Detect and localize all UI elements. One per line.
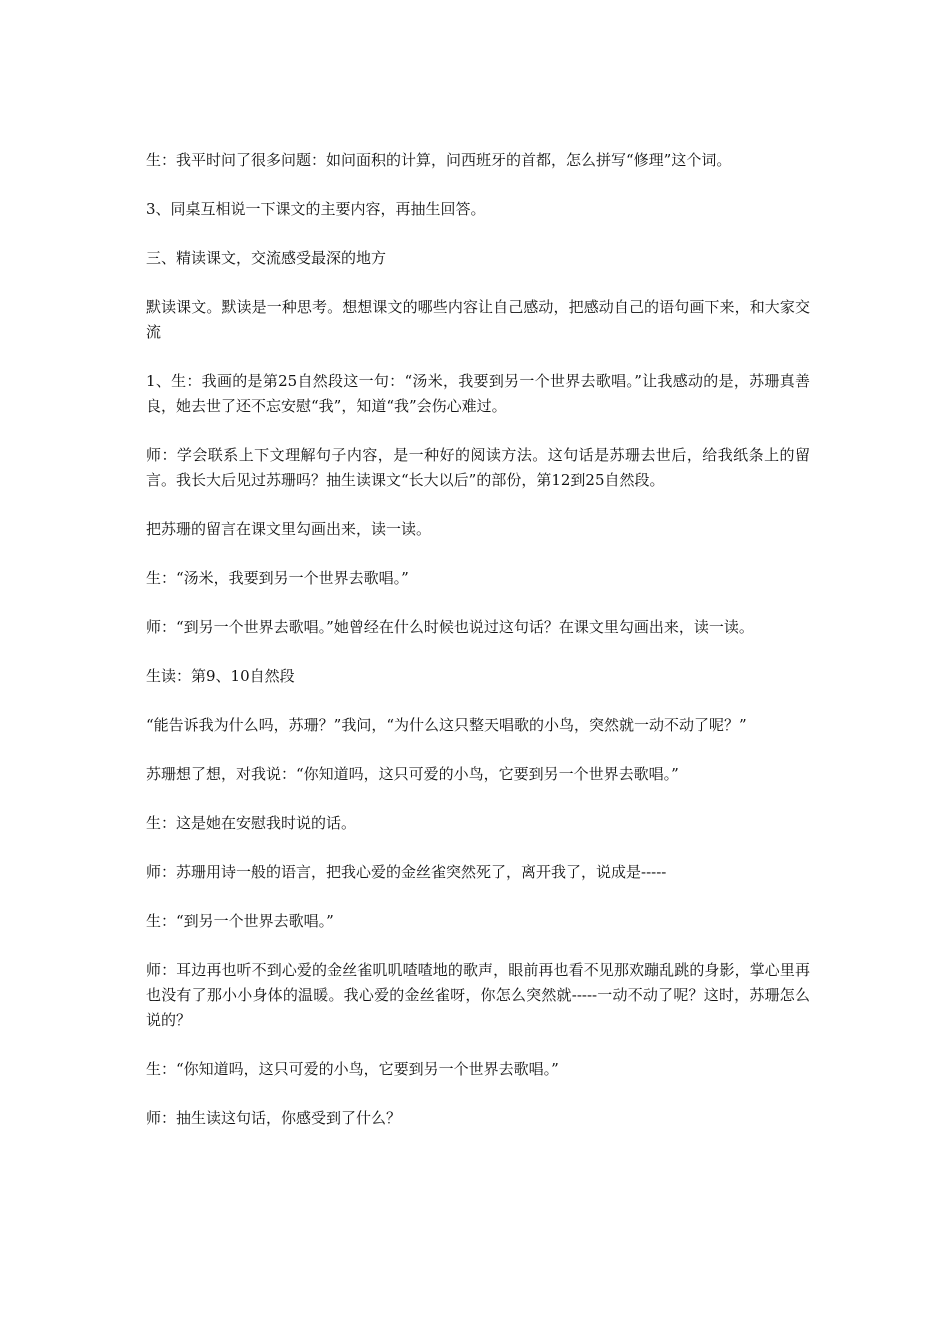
paragraph-7: 把苏珊的留言在课文里勾画出来，读一读。 <box>146 520 432 538</box>
paragraph-18: 师：抽生读这句话，你感受到了什么？ <box>146 1109 402 1127</box>
paragraph-2: 3、同桌互相说一下课文的主要内容，再抽生回答。 <box>146 200 486 218</box>
paragraph-5: 1、生：我画的是第25自然段这一句：“汤米，我要到另一个世界去歌唱。”让我感动的是，苏珊真善良，她去世了还不忘安慰“我”，知道“我”会伤心难过。 <box>146 372 810 415</box>
paragraph-16: 师：耳边再也听不到心爱的金丝雀叽叽喳喳地的歌声，眼前再也看不见那欢蹦乱跳的身影，掌心里再也没有了那小小身体的温暖。我心爱的金丝雀呀，你怎么突然就-----一动不动了呢？这时，苏珊怎么说的？ <box>146 961 810 1029</box>
paragraph-10: 生读：第9、10自然段 <box>146 667 295 685</box>
paragraph-6: 师：学会联系上下文理解句子内容，是一种好的阅读方法。这句话是苏珊去世后，给我纸条上的留言。我长大后见过苏珊吗？抽生读课文“长大以后”的部份，第12到25自然段。 <box>146 446 810 489</box>
paragraph-13: 生：这是她在安慰我时说的话。 <box>146 814 357 832</box>
paragraph-17: 生：“你知道吗，这只可爱的小鸟，它要到另一个世界去歌唱。” <box>146 1060 559 1078</box>
paragraph-8: 生：“汤米，我要到另一个世界去歌唱。” <box>146 569 409 587</box>
paragraph-15: 生：“到另一个世界去歌唱。” <box>146 912 334 930</box>
paragraph-12: 苏珊想了想，对我说：“你知道吗，这只可爱的小鸟，它要到另一个世界去歌唱。” <box>146 765 679 783</box>
paragraph-11: “能告诉我为什么吗，苏珊？”我问，“为什么这只整天唱歌的小鸟，突然就一动不动了呢？” <box>146 716 747 734</box>
document-body <box>146 148 810 1155</box>
paragraph-1: 生：我平时问了很多问题：如问面积的计算，问西班牙的首都，怎么拼写“修理”这个词。 <box>146 151 732 169</box>
paragraph-4: 默读课文。默读是一种思考。想想课文的哪些内容让自己感动，把感动自己的语句画下来，和大家交流 <box>146 298 810 341</box>
paragraph-14: 师：苏珊用诗一般的语言，把我心爱的金丝雀突然死了，离开我了，说成是----- <box>146 863 667 881</box>
paragraph-9: 师：“到另一个世界去歌唱。”她曾经在什么时候也说过这句话？在课文里勾画出来，读一读。 <box>146 618 754 636</box>
section-heading: 三、精读课文，交流感受最深的地方 <box>146 249 387 267</box>
